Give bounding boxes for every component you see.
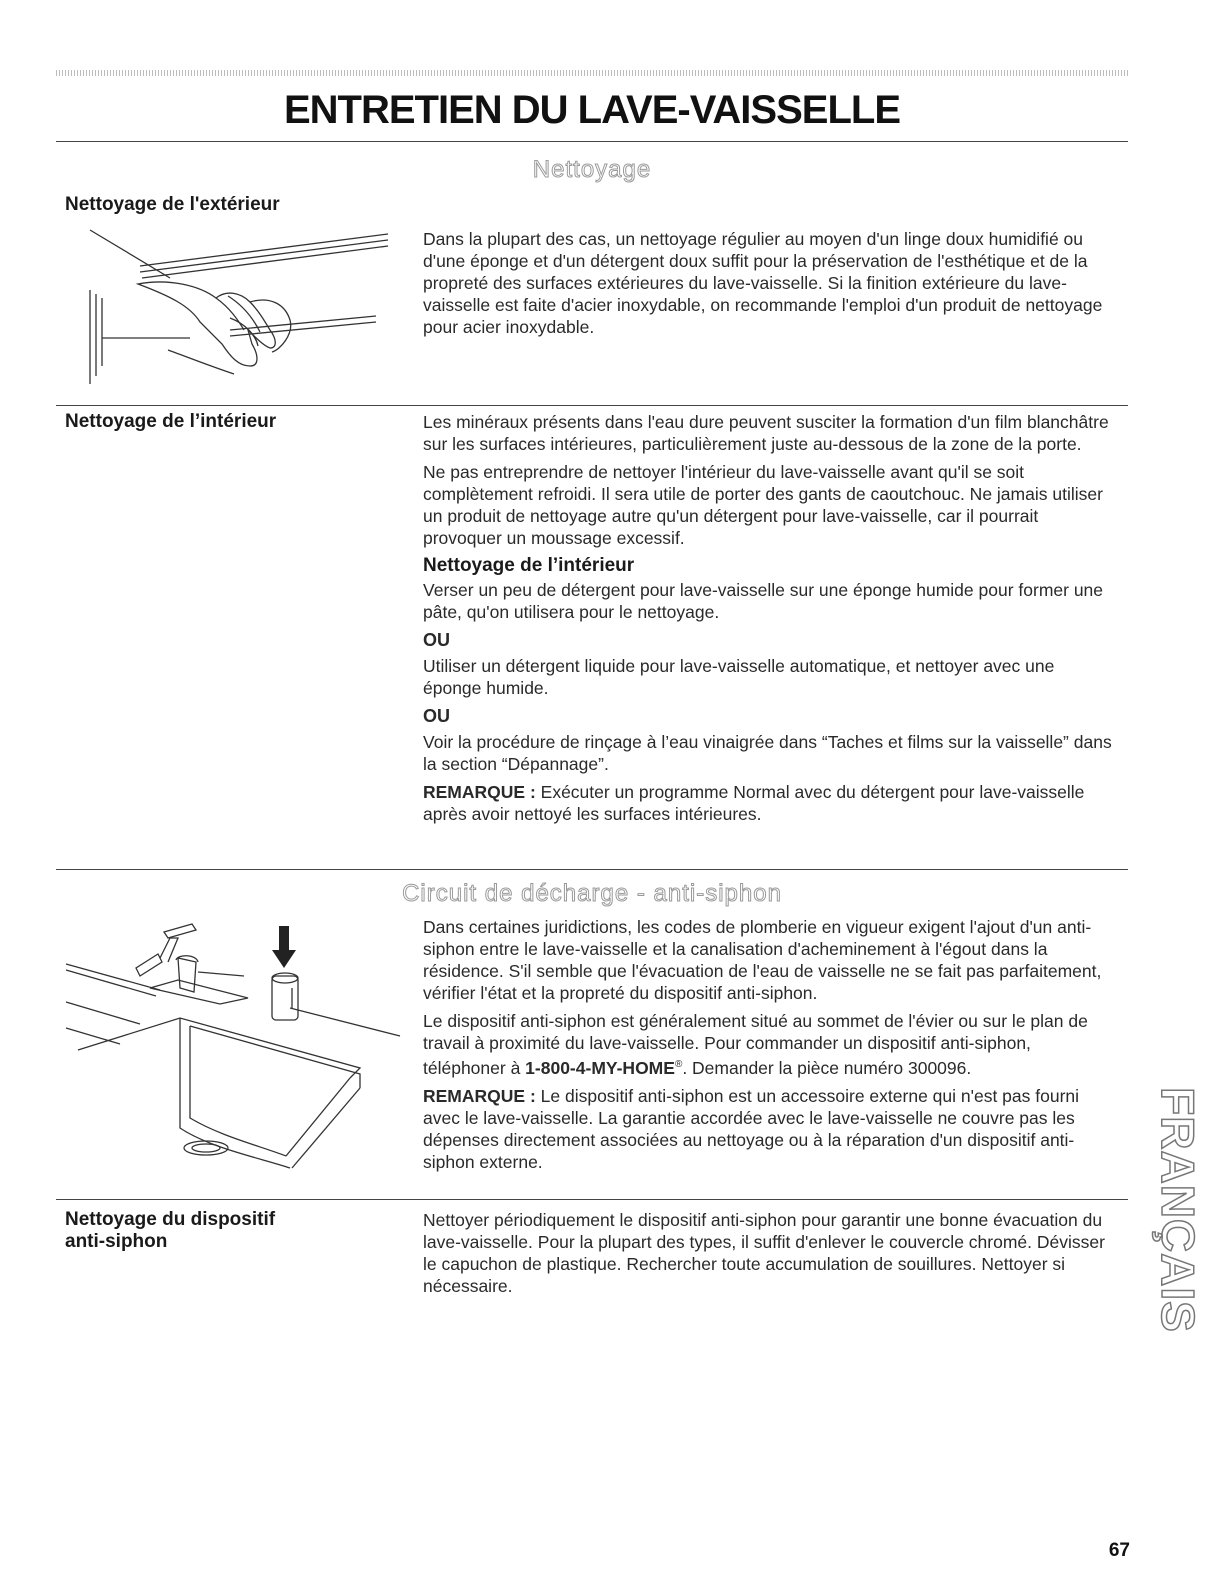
order-phone-number: 1-800-4-MY-HOME <box>525 1057 675 1078</box>
or-label-2: OU <box>423 706 450 726</box>
note-text-interieur: Exécuter un programme Normal avec du détergent pour lave-vaisselle après avoir nettoyé les surfaces intérieures. <box>423 782 1085 824</box>
heading-antisiphon-cleaning-line1: Nettoyage du dispositif <box>65 1209 276 1230</box>
note-antisiphon <box>423 1085 1113 1173</box>
heading-antisiphon-cleaning <box>65 1209 275 1253</box>
heading-exterieur: Nettoyage de l'extérieur <box>65 194 280 215</box>
heading-antisiphon-cleaning-line2: anti-siphon <box>65 1231 168 1252</box>
page-title: ENTRETIEN DU LAVE-VAISSELLE <box>283 88 900 132</box>
text-antisiphon <box>423 916 1113 1179</box>
rule-interieur <box>56 405 1128 406</box>
text-antisiphon-cleaning <box>423 1209 1113 1303</box>
rule-antisiphon <box>56 869 1128 870</box>
paragraph-antisiphon-2-end: . Demander la pièce numéro 300096. <box>682 1057 972 1078</box>
paragraph-exterieur: Dans la plupart des cas, un nettoyage régulier au moyen d'un linge doux humidifié ou d'une éponge et d'un détergent doux suffit pour la préservation de l'esthétique et de la propreté des surfaces extérieures du lave-vaisselle. Si la finition extérieure du lave-vaisselle est faite d'acier inoxydable, on recommande l'emploi d'un produit de nettoyage pour acier inoxydable. <box>423 229 1103 337</box>
paragraph-antisiphon-2-start: Le dispositif anti-siphon est généralement situé au sommet de l'évier ou sur le plan de travail à proximité du lave-vaisselle. Pour commander un dispositif anti-siphon, téléphoner à <box>423 1011 1088 1078</box>
paragraph-interieur-5: Voir la procédure de rinçage à l’eau vinaigrée dans “Taches et films sur la vaisselle” dans la section “Dépannage”. <box>423 732 1112 774</box>
note-interieur <box>423 781 1113 825</box>
rule-antisiphon-cleaning <box>56 1199 1128 1200</box>
page-number: 67 <box>1108 1540 1130 1561</box>
paragraph-interieur-1: Les minéraux présents dans l'eau dure peuvent susciter la formation d'un film blanchâtre sur les surfaces intérieures, particulièrement juste au-dessous de la zone de la porte. <box>423 412 1109 454</box>
section-title-nettoyage: Nettoyage <box>532 156 652 183</box>
text-interieur <box>423 411 1113 831</box>
registered-mark: ® <box>674 1059 683 1070</box>
language-side-tab <box>1148 1070 1208 1350</box>
hand-wiping-illustration <box>80 226 400 386</box>
note-text-antisiphon: Le dispositif anti-siphon est un accessoire externe qui n'est pas fourni avec le lave-vaisselle. La garantie accordée avec le lave-vaisselle ne couvre pas les dépenses directement associées au nettoyage ou à la réparation d'un dispositif anti-siphon externe. <box>423 1085 1080 1172</box>
paragraph-antisiphon-1: Dans certaines juridictions, les codes de plomberie en vigueur exigent l'ajout d'un anti-siphon entre le lave-vaisselle et la canalisation d'acheminement à l'égout dans la résidence. S'il semble que l'évacuation de l'eau de vaisselle ne se fait pas parfaitement, vérifier l'état et la propreté du dispositif anti-siphon. <box>423 917 1102 1003</box>
heading-interieur: Nettoyage de l’intérieur <box>65 411 277 432</box>
note-label-antisiphon: REMARQUE : <box>423 1085 536 1106</box>
paragraph-interieur-2: Ne pas entreprendre de nettoyer l'intérieur du lave-vaisselle avant qu'il se soit complètement refroidi. Il sera utile de porter des gants de caoutchouc. Ne jamais utiliser un produit de nettoyage autre qu'un détergent pour lave-vaisselle, car il pourrait provoquer un moussage excessif. <box>423 462 1103 548</box>
subheading-interieur: Nettoyage de l’intérieur <box>423 555 635 576</box>
note-label-interieur: REMARQUE : <box>423 782 536 802</box>
language-label: FRANÇAIS <box>1152 1087 1205 1333</box>
paragraph-interieur-4: Utiliser un détergent liquide pour lave-vaisselle automatique, et nettoyer avec une éponge humide. <box>423 656 1055 698</box>
sink-antisiphon-illustration <box>60 918 410 1178</box>
section-title-antisiphon: Circuit de décharge - anti-siphon <box>402 880 782 907</box>
text-exterieur <box>423 228 1113 344</box>
or-label-1: OU <box>423 630 450 650</box>
paragraph-antisiphon-2 <box>423 1010 1113 1079</box>
top-decorative-band <box>56 70 1128 76</box>
paragraph-interieur-3: Verser un peu de détergent pour lave-vaisselle sur une éponge humide pour former une pâte, qu'on utilisera pour le nettoyage. <box>423 580 1104 622</box>
title-rule <box>56 141 1128 142</box>
paragraph-antisiphon-cleaning: Nettoyer périodiquement le dispositif anti-siphon pour garantir une bonne évacuation du lave-vaisselle. Pour la plupart des types, il suffit d'enlever le couvercle chromé. Dévisser le capuchon de plastique. Rechercher toute accumulation de souillures. Nettoyer si nécessaire. <box>423 1210 1105 1296</box>
